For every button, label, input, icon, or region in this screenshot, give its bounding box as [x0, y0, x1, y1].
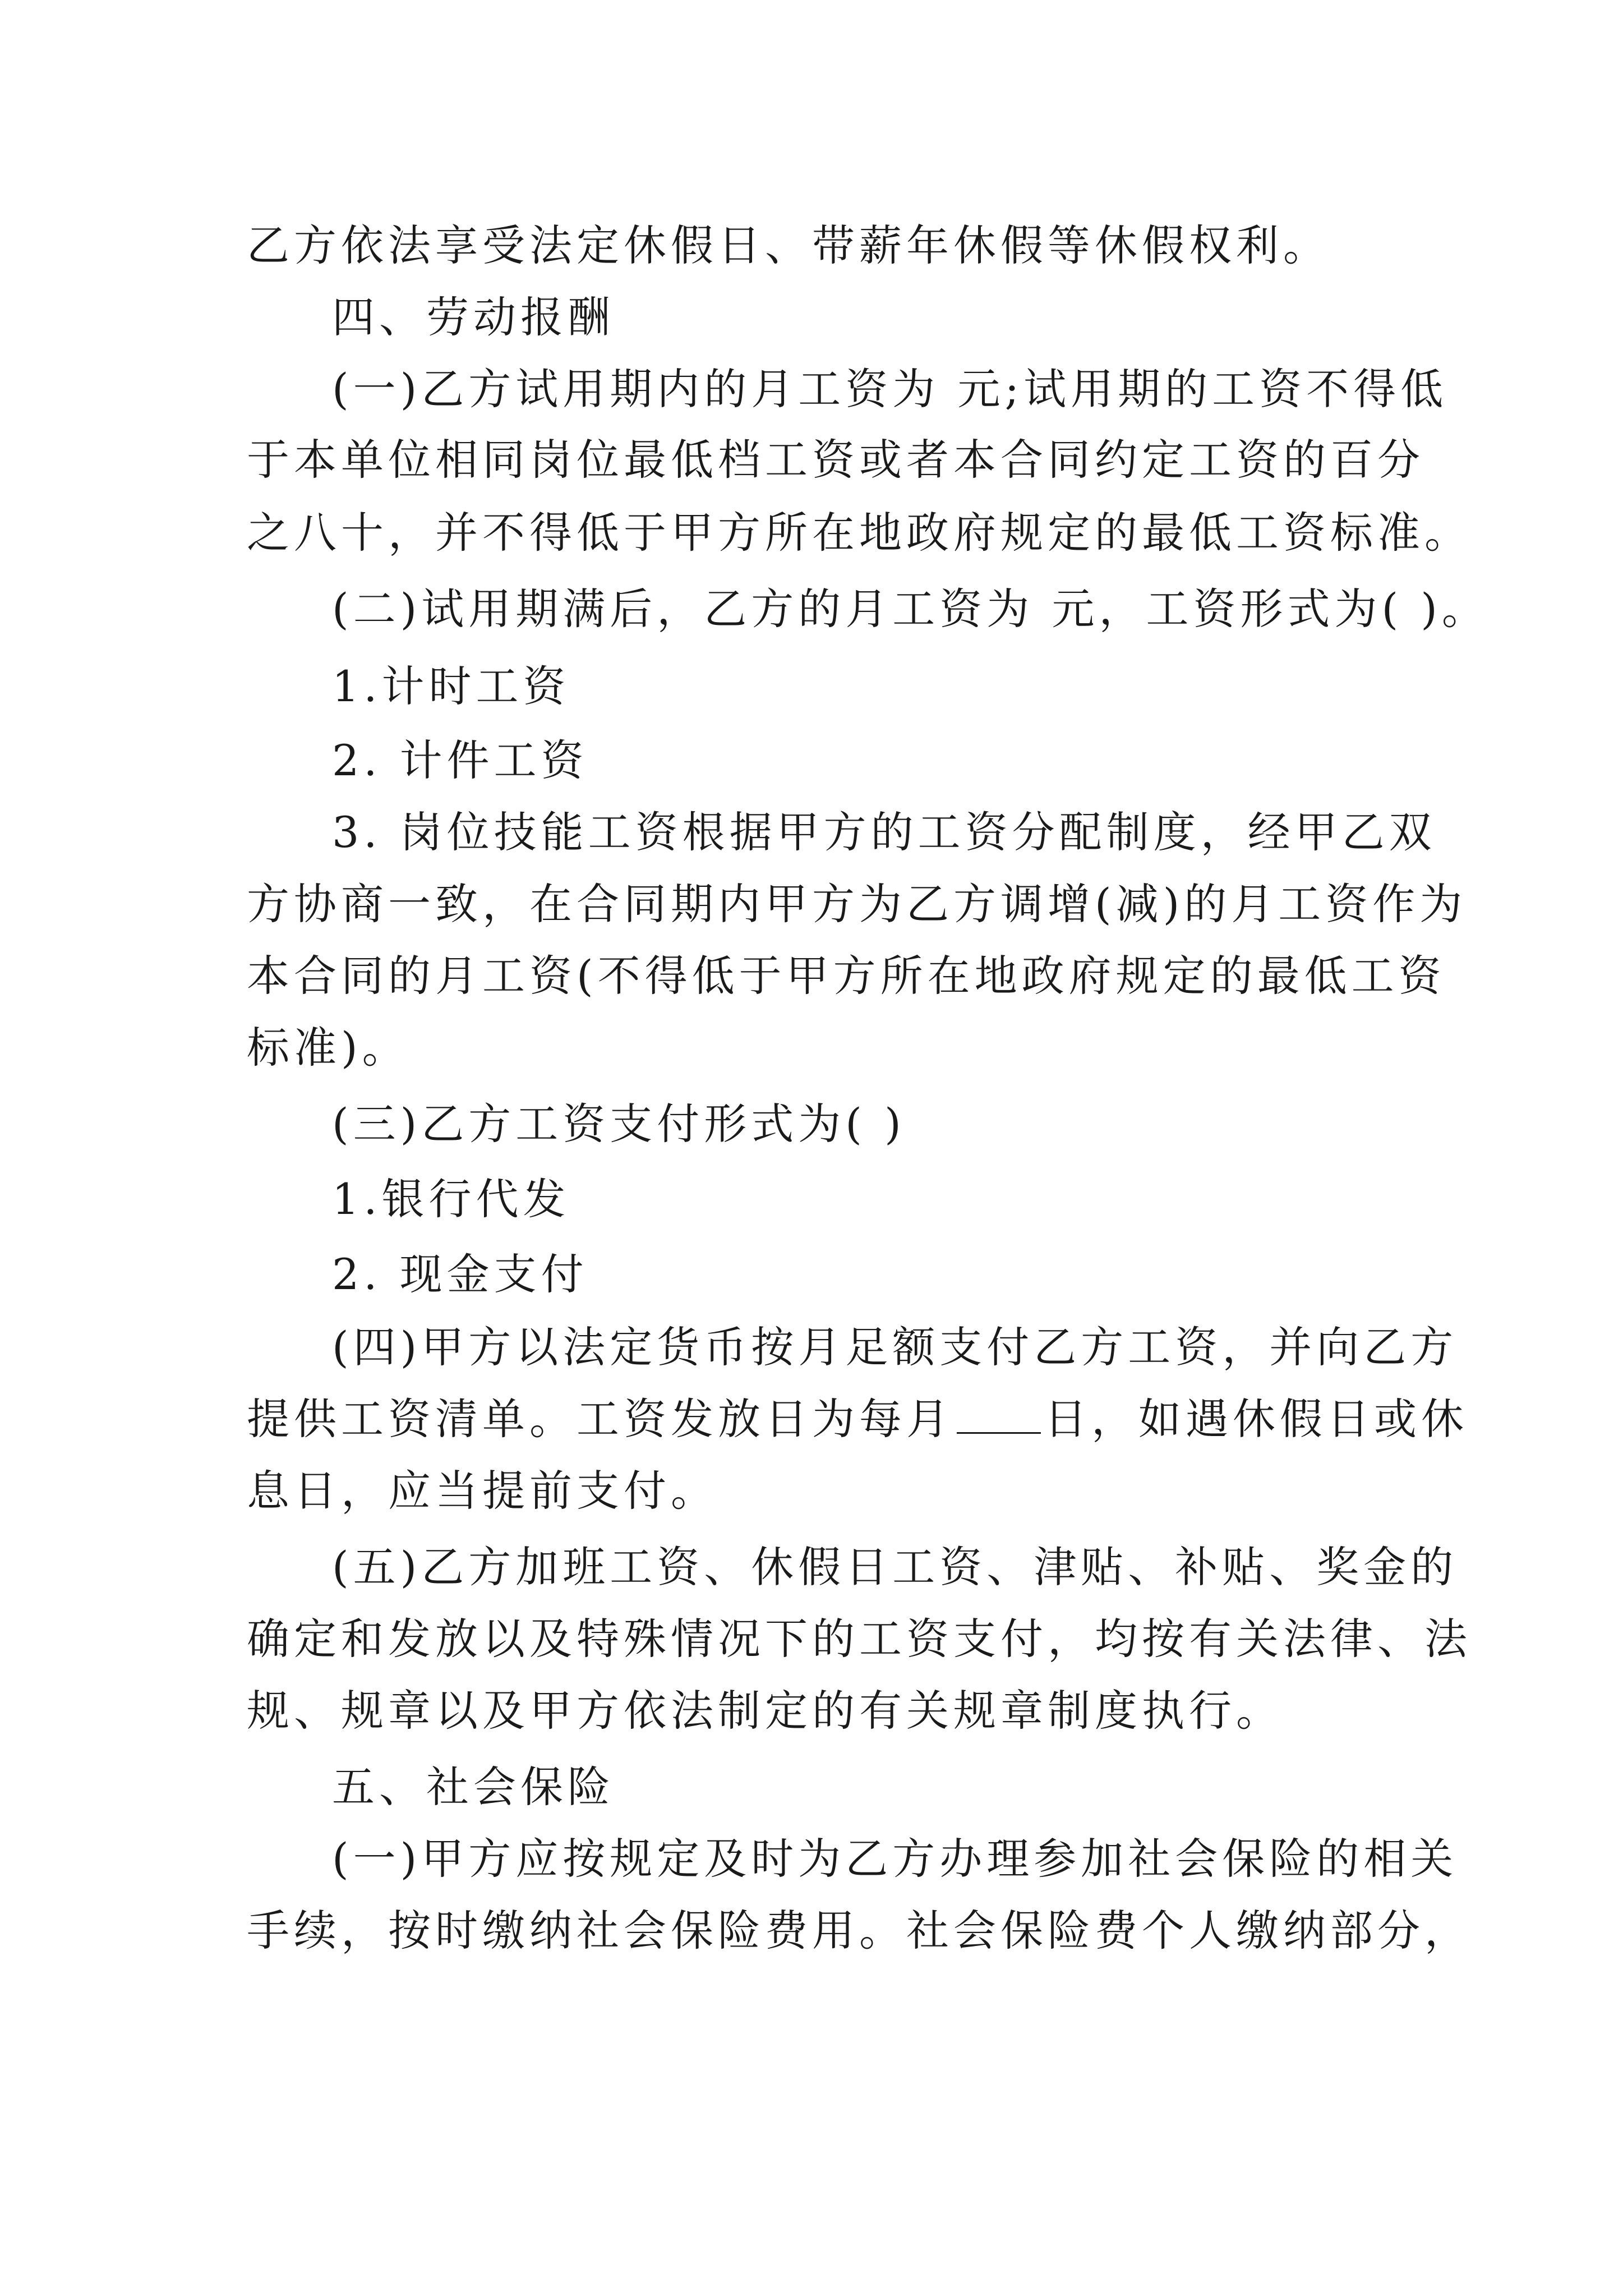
list-item: 2. 计件工资: [332, 735, 588, 785]
text-line: (五)乙方加班工资、休假日工资、津贴、补贴、奖金的: [332, 1542, 1458, 1592]
text-line: 之八十，并不得低于甲方所在地政府规定的最低工资标准。: [247, 508, 1472, 558]
text-line: 方协商一致，在合同期内甲方为乙方调增(减)的月工资作为: [247, 879, 1467, 929]
text-line: 息日，应当提前支付。: [247, 1466, 718, 1516]
list-item: 2. 现金支付: [332, 1249, 588, 1299]
text-line: 于本单位相同岗位最低档工资或者本合同约定工资的百分: [247, 435, 1424, 485]
section-heading: 四、劳动报酬: [332, 292, 615, 342]
text-segment: 提供工资清单。工资发放日为每月: [247, 1394, 953, 1444]
text-line: (二)试用期满后，乙方的月工资为 元，工资形式为( )。: [332, 584, 1489, 634]
text-line: (三)乙方工资支付形式为( ): [332, 1099, 906, 1149]
text-line: 标准)。: [247, 1023, 409, 1073]
list-item: 3. 岗位技能工资根据甲方的工资分配制度，经甲乙双: [332, 807, 1436, 857]
text-line: (一)甲方应按规定及时为乙方办理参加社会保险的相关: [332, 1834, 1458, 1884]
text-line: 本合同的月工资(不得低于甲方所在地政府规定的最低工资: [247, 951, 1446, 1001]
text-line: 规、规章以及甲方依法制定的有关规章制度执行。: [247, 1686, 1283, 1736]
text-segment: 日，如遇休假日或休: [1044, 1394, 1468, 1444]
text-line: 确定和发放以及特殊情况下的工资支付，均按有关法律、法: [247, 1614, 1472, 1664]
text-line: (一)乙方试用期内的月工资为 元;试用期的工资不得低: [332, 364, 1448, 414]
text-line: 乙方依法享受法定休假日、带薪年休假等休假权利。: [247, 220, 1330, 270]
text-line: 手续，按时缴纳社会保险费用。社会保险费个人缴纳部分，: [247, 1906, 1472, 1955]
payday-blank: [957, 1393, 1041, 1434]
section-heading: 五、社会保险: [332, 1762, 615, 1812]
text-line: (四)甲方以法定货币按月足额支付乙方工资，并向乙方: [332, 1322, 1458, 1372]
list-item: 1.计时工资: [332, 661, 570, 711]
text-line: [247, 1391, 1468, 1447]
list-item: 1.银行代发: [332, 1174, 570, 1224]
